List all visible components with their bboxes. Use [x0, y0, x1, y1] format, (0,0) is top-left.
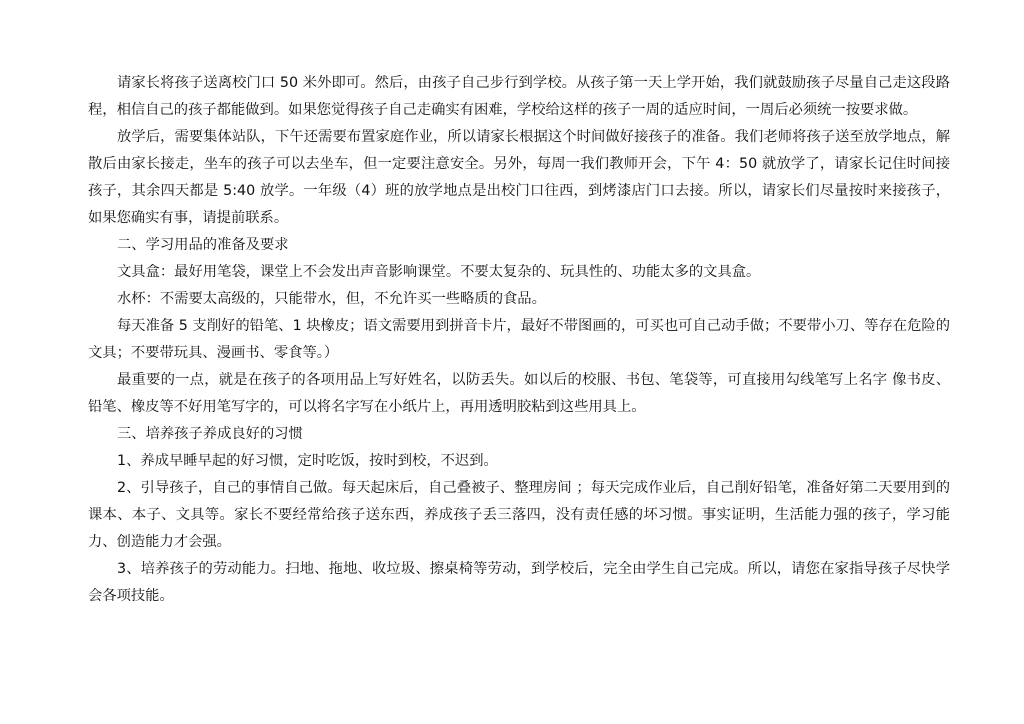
paragraph-daily-supplies: 每天准备 5 支削好的铅笔、1 块橡皮；语文需要用到拼音卡片，最好不带图画的，可买也可自己动手做；不要带小刀、等存在危险的文具；不要带玩具、漫画书、零食等。） — [88, 318, 950, 361]
paragraph-pencil-case: 文具盒：最好用笔袋，课堂上不会发出声音影响课堂。不要太复杂的、玩具性的、功能太多的文具盒。 — [117, 264, 761, 280]
paragraph-name-labels: 最重要的一点，就是在孩子的各项用品上写好姓名，以防丢失。如以后的校服、书包、笔袋等，可直接用勾线笔写上名字 像书皮、铅笔、橡皮等不好用笔写字的，可以将名字写在小纸片上，再用透明胶粘到这些用具上。 — [88, 372, 950, 415]
paragraph-dropoff: 请家长将孩子送离校门口 50 米外即可。然后，由孩子自己步行到学校。从孩子第一天上学开始，我们就鼓励孩子尽量自己走这段路程，相信自己的孩子都能做到。如果您觉得孩子自己走确实有困难，学校给这样的孩子一周的适应时间，一周后必须统一按要求做。 — [88, 75, 950, 118]
section-heading-habits: 三、培养孩子养成良好的习惯 — [117, 426, 303, 442]
section-heading-supplies: 二、学习用品的准备及要求 — [117, 237, 289, 253]
paragraph-habit-2: 2、引导孩子，自己的事情自己做。每天起床后，自己叠被子、整理房间 ；每天完成作业后，自己削好铅笔，准备好第二天要用到的课本、本子、文具等。家长不要经常给孩子送东西，养成孩子丢三落四，没有责任感的坏习惯。事实证明，生活能力强的孩子，学习能力、创造能力才会强。 — [88, 480, 950, 550]
paragraph-water-cup: 水杯：不需要太高级的，只能带水，但，不允许买一些略质的食品。 — [117, 291, 546, 307]
paragraph-pickup: 放学后，需要集体站队，下午还需要布置家庭作业，所以请家长根据这个时间做好接孩子的准备。我们老师将孩子送至放学地点，解散后由家长接走，坐车的孩子可以去坐车，但一定要注意安全。另外，每周一我们教师开会，下午 4：50 就放学了，请家长记住时间接孩子，其余四天都是 5:40 放学。一年级（4）班的放学地点是出校门口往西，到烤漆店门口去接。所以，请家长们尽量按时来接孩子，如果您确实有事，请提前联系。 — [88, 129, 950, 226]
paragraph-habit-1: 1、养成早睡早起的好习惯，定时吃饭，按时到校，不迟到。 — [117, 453, 498, 469]
document-page — [88, 70, 950, 610]
paragraph-habit-3: 3、培养孩子的劳动能力。扫地、拖地、收垃圾、擦桌椅等劳动，到学校后，完全由学生自己完成。所以，请您在家指导孩子尽快学会各项技能。 — [88, 561, 950, 604]
